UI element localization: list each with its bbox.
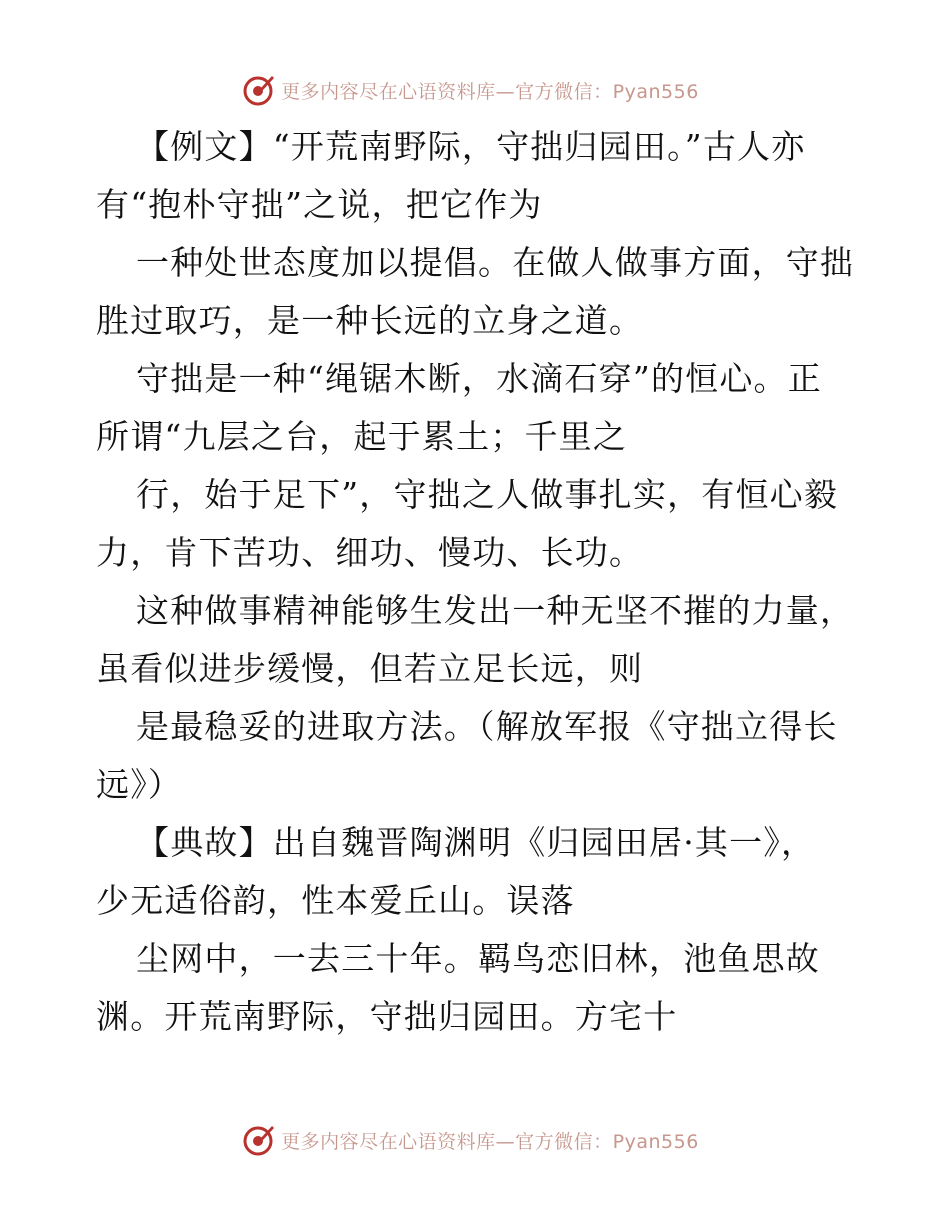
text-line: 【例文】“开荒南野际，守拙归园田。”古人亦 [136,127,806,166]
text-line: 胜过取巧，是一种长远的立身之道。 [96,301,644,340]
pen-nib-circle-logo-icon [241,73,275,107]
text-line: 有“抱朴守拙”之说，把它作为 [96,185,543,224]
text-line: 一种处世态度加以提倡。在做人做事方面，守拙 [136,243,855,282]
text-line: 力，肯下苦功、细功、慢功、长功。 [96,533,644,572]
header-banner [0,70,950,110]
text-line: 守拙是一种“绳锯木断，水滴石穿”的恒心。正 [136,359,822,398]
article-body [96,118,856,1046]
footer-banner [0,1120,950,1160]
text-line: 【典故】出自魏晋陶渊明《归园田居·其一》， [136,823,816,862]
text-line: 所谓“九层之台，起于累土；千里之 [96,417,628,456]
text-line: 虽看似进步缓慢，但若立足长远，则 [96,649,644,688]
text-line: 行，始于足下”，守拙之人做事扎实，有恒心毅 [136,475,839,514]
pen-nib-circle-logo-icon [241,1123,275,1157]
banner-text: 更多内容尽在心语资料库—官方微信：Pyan556 [281,1130,699,1153]
text-line: 这种做事精神能够生发出一种无坚不摧的力量， [136,591,855,630]
text-line: 少无适俗韵，性本爱丘山。误落 [96,881,575,920]
text-line: 尘网中，一去三十年。羁鸟恋旧林，池鱼思故 [136,939,820,978]
text-line: 远》） [96,765,183,804]
banner-text: 更多内容尽在心语资料库—官方微信：Pyan556 [281,80,699,103]
text-line: 是最稳妥的进取方法。（解放军报《守拙立得长 [136,707,838,746]
text-line: 渊。开荒南野际，守拙归园田。方宅十 [96,997,678,1036]
